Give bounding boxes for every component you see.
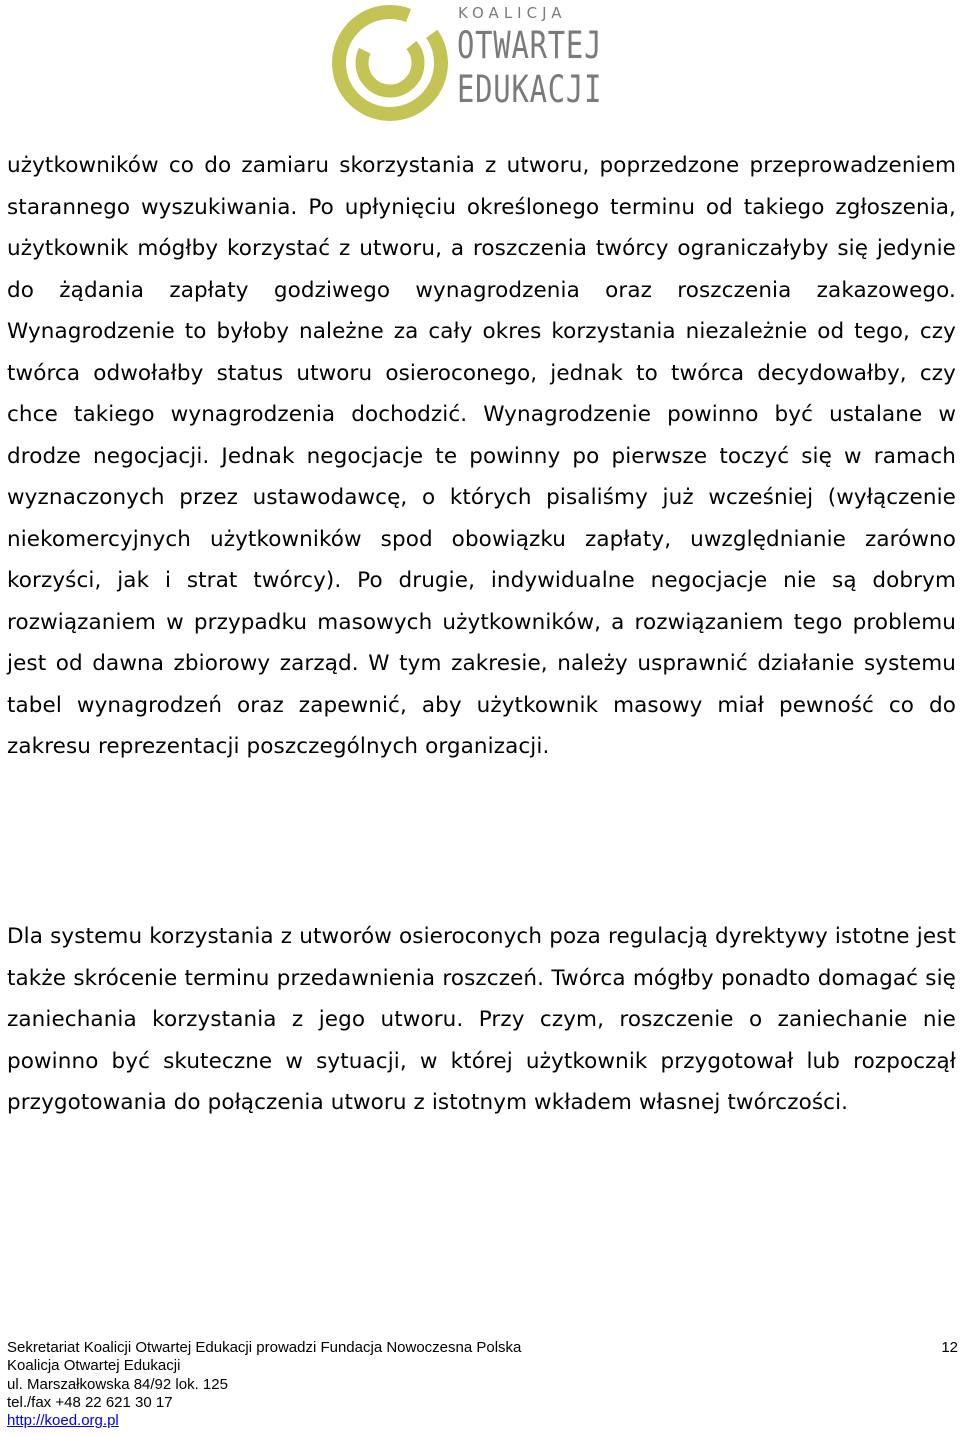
footer-phone-line: tel./fax +48 22 621 30 17 xyxy=(7,1393,173,1411)
footer-secretariat-line: Sekretariat Koalicji Otwartej Edukacji prowadzi Fundacja Nowoczesna Polska xyxy=(7,1339,522,1356)
logo-otwartej-text: OTWARTEJ xyxy=(457,24,603,67)
footer-organization-line: Koalicja Otwartej Edukacji xyxy=(7,1357,181,1375)
koed-logo xyxy=(332,0,632,126)
paragraph-1: użytkowników co do zamiaru skorzystania z utworu, poprzedzone przeprowadzeniem starannego wyszukiwania. Po upłynięciu określonego terminu od takiego zgłoszenia, użytkownik mógłby korzystać z utworu, a roszczenia twórcy ograniczałyby się jedynie do żądania zapłaty godziwego wynagrodzenia oraz roszczenia zakazowego. Wynagrodzenie to byłoby należne za cały okres korzystania niezależnie od tego, czy twórca odwołałby status utworu osieroconego, jednak to twórca decydowałby, czy chce takiego wynagrodzenia dochodzić. Wynagrodzenie powinno być ustalane w drodze negocjacji. Jednak negocjacje te powinny po pierwsze toczyć się w ramach wyznaczonych przez ustawodawcę, o których pisaliśmy już wcześniej (wyłączenie niekomercyjnych użytkowników spod obowiązku zapłaty, uwzględnianie zarówno korzyści, jak i strat twórcy). Po drugie, indywidualne negocjacje nie są dobrym rozwiązaniem w przypadku masowych użytkowników, a rozwiązaniem tego problemu jest od dawna zbiorowy zarząd. W tym zakresie, należy usprawnić działanie systemu tabel wynagrodzeń oraz zapewnić, aby użytkownik masowy miał pewność co do zakresu reprezentacji poszczególnych organizacji. xyxy=(7,153,956,759)
koed-ring-logo-icon xyxy=(332,0,452,126)
paragraph-2: Dla systemu korzystania z utworów osieroconych poza regulacją dyrektywy istotne jest także skrócenie terminu przedawnienia roszczeń. Twórca mógłby ponadto domagać się zaniechania korzystania z jego utworu. Przy czym, roszczenie o zaniechanie nie powinno być skuteczne w sytuacji, w której użytkownik przygotował lub rozpoczął przygotowania do połączenia utworu z istotnym wkładem własnej twórczości. xyxy=(7,924,956,1115)
page-number: 12 xyxy=(941,1339,958,1356)
footer-website-link[interactable]: http://koed.org.pl xyxy=(7,1412,119,1430)
footer-address-line: ul. Marszałkowska 84/92 lok. 125 xyxy=(7,1375,228,1393)
page-footer xyxy=(7,1339,958,1430)
logo-koalicja-text: KOALICJA xyxy=(458,4,567,22)
logo-edukacji-text: EDUKACJI xyxy=(457,68,603,111)
